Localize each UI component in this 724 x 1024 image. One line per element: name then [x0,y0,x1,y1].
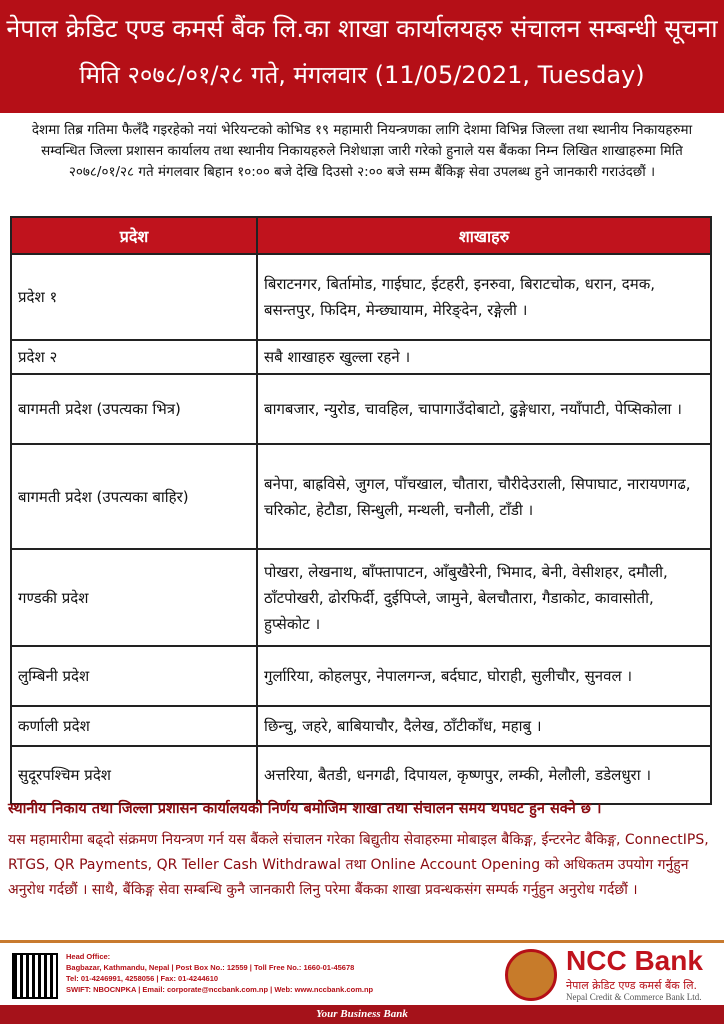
table-row [11,549,711,646]
province-cell: प्रदेश १ [11,254,257,340]
head-office-info [66,951,373,995]
footer [0,945,724,1005]
province-cell: प्रदेश २ [11,340,257,374]
table-row [11,706,711,746]
bank-name-english: Nepal Credit & Commerce Bank Ltd. [566,992,702,1002]
branches-cell: छिन्चु, जहरे, बाबियाचौर, दैलेख, ठाँटीकाँध, महाबु । [257,706,711,746]
digital-services-note: यस महामारीमा बढ्दो संक्रमण नियन्त्रण गर्न यस बैंकले संचालन गरेका बिद्युतीय सेवाहरुमा मोबाइल बैकिङ्ग, ईन्टरनेट बैकिङ्ग, ConnectIPS, RTGS, QR Payments, QR Teller Cash Withdrawal तथा Online Account Opening को अधिकतम उपयोग गर्नुहुन अनुरोध गर्दछौं । साथै, बैंकिङ्ग सेवा सम्बन्धि कुनै जानकारी लिनु परेमा बैंकका शाखा प्रवन्धकसंग सम्पर्क गर्नुहुन अनुरोध गर्दछौं । [8,832,709,898]
table-row [11,340,711,374]
table-row [11,374,711,444]
branches-cell: अत्तरिया, बैतडी, धनगढी, दिपायल, कृष्णपुर, लम्की, मेलौली, डडेलधुरा । [257,746,711,804]
table-row [11,444,711,549]
branch-table [10,216,712,805]
branches-cell: गुर्लारिया, कोहलपुर, नेपालगन्ज, बर्दघाट, घोराही, सुलीचौर, सुनवल । [257,646,711,706]
bank-name-nepali: नेपाल क्रेडिट एण्ड कमर्स बैंक लि. [566,979,698,992]
province-cell: गण्डकी प्रदेश [11,549,257,646]
phone-line: Tel: 01-4246991, 4258056 | Fax: 01-4244610 [66,974,219,983]
address-line: Bagbazar, Kathmandu, Nepal | Post Box No.: 12559 | Toll Free No.: 1660-01-45678 [66,963,355,972]
column-header-province: प्रदेश [11,217,257,254]
notice-date: मिति २०७८/०१/२८ गते, मंगलवार (11/05/2021, Tuesday) [79,61,645,89]
footer-divider [0,940,724,943]
notice-header [0,0,724,113]
head-office-label: Head Office: [66,952,111,961]
table-row [11,646,711,706]
province-cell: बागमती प्रदेश (उपत्यका बाहिर) [11,444,257,549]
table-row [11,746,711,804]
qr-code-icon [12,953,58,999]
province-cell: बागमती प्रदेश (उपत्यका भित्र) [11,374,257,444]
branches-cell: सबै शाखाहरु खुल्ला रहने । [257,340,711,374]
branches-cell: बागबजार, न्युरोड, चावहिल, चापागाउँदोबाटो, ढुङ्गेधारा, नयाँपाटी, पेप्सिकोला । [257,374,711,444]
province-cell: सुदूरपश्चिम प्रदेश [11,746,257,804]
bank-name: NCC Bank [566,945,703,976]
intro-paragraph: देशमा तिब्र गतिमा फैलँदै गइरहेको नयां भेरियन्टको कोभिड १९ महामारी नियन्त्रणका लागि देशमा विभिन्न जिल्ला तथा स्थानीय निकायहरुमा सम्वन्धित जिल्ला प्रशासन कार्यालय तथा स्थानीय निकायहरुले निशेधाज्ञा जारी गरेको हुनाले यस बैंकका निम्न लिखित शाखाहरुमा मिति २०७८/०१/२८ गते मंगलवार बिहान १०:०० बजे देखि दिउसो २:०० बजे सम्म बैंकिङ्ग सेवा उपलब्ध हुने जानकारी गराउंदछौं । [31,122,693,180]
branches-cell: पोखरा, लेखनाथ, बाँफ्तापाटन, आँबुखैरेनी, भिमाद, बेनी, वेसीशहर, दमौली, ठाँटपोखरी, ढोरफिर्दी, दुईपिप्ले, जामुने, बेलचौतारा, गैडाकोट, कावासोती, हुप्सेकोट । [257,549,711,646]
branches-cell: बनेपा, बाह्रविसे, जुगल, पाँचखाल, चौतारा, चौरीदेउराली, सिपाघाट, नारायणगढ, चरिकोट, हेटौडा, सिन्धुली, मन्थली, चनौली, टाँडी । [257,444,711,549]
column-header-branches: शाखाहरु [257,217,711,254]
table-row [11,254,711,340]
contact-line: SWIFT: NBOCNPKA | Email: corporate@nccbank.com.np | Web: www.nccbank.com.np [66,985,374,994]
tagline-bar: Your Business Bank [0,1005,724,1024]
province-cell: कर्णाली प्रदेश [11,706,257,746]
province-cell: लुम्बिनी प्रदेश [11,646,257,706]
notice-title: नेपाल क्रेडिट एण्ड कमर्स बैंक लि.का शाखा कार्यालयहरु संचालन सम्बन्धी सूचना [6,14,718,43]
bank-logo-icon [505,949,557,1001]
timing-note: स्थानीय निकाय तथा जिल्ला प्रशासन कार्यालयको निर्णय बमोजिम शाखा तथा संचालन समय थपघट हुन सक्ने छ । [8,801,602,817]
branches-cell: बिराटनगर, बिर्तामोड, गाईघाट, ईटहरी, इनरुवा, बिराटचोक, धरान, दमक, बसन्तपुर, फिदिम, मेन्छ्यायाम, मेरिङ्देन, रङ्गेली । [257,254,711,340]
